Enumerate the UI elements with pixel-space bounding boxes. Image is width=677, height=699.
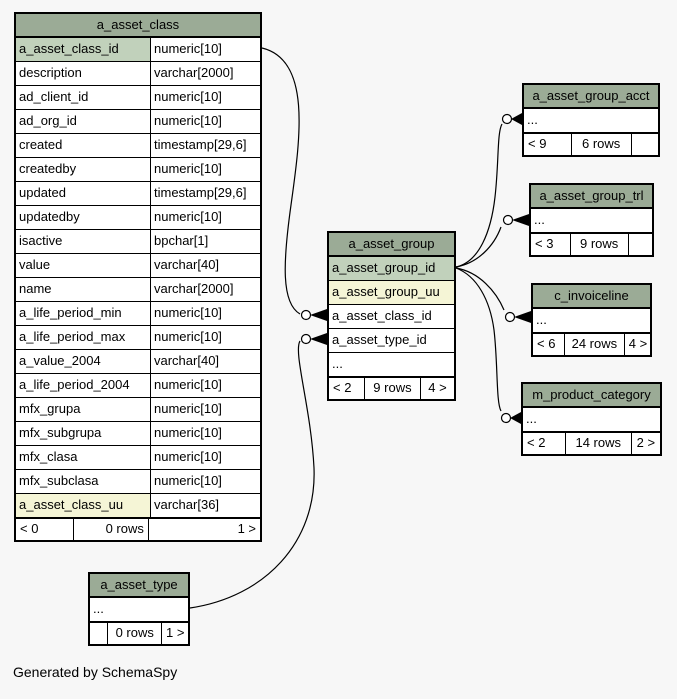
zero-cardinality-circle-icon xyxy=(502,414,511,423)
table-a_asset_class xyxy=(14,12,262,542)
table-a_asset_group_acct-row-more xyxy=(524,109,658,133)
row-count: 0 rows xyxy=(107,623,161,644)
table-a_asset_group_trl-header[interactable]: a_asset_group_trl xyxy=(531,185,652,209)
column-type: varchar[2000] xyxy=(150,278,260,301)
implied-children-count: 4 > xyxy=(420,378,454,399)
zero-cardinality-circle-icon xyxy=(302,311,311,320)
column-name: created xyxy=(19,137,63,152)
table-a_asset_class-row-ad_org_id xyxy=(16,110,260,134)
column-name: a_asset_class_uu xyxy=(16,494,150,517)
column-type: varchar[36] xyxy=(150,494,260,517)
crows-foot-icon xyxy=(510,412,521,424)
table-a_asset_class-row-a_life_period_max xyxy=(16,326,260,350)
table-a_asset_group-row-more xyxy=(329,353,454,377)
column-name: a_asset_group_id xyxy=(329,257,454,280)
table-a_asset_type-footer xyxy=(90,622,188,644)
table-a_asset_class-row-updated xyxy=(16,182,260,206)
row-count: 14 rows xyxy=(565,433,631,454)
table-c_invoiceline-footer xyxy=(533,333,650,355)
column-name: mfx_subgrupa xyxy=(19,425,102,440)
table-c_invoiceline-row-more xyxy=(533,309,650,333)
table-c_invoiceline-header[interactable]: c_invoiceline xyxy=(533,285,650,309)
crows-foot-icon xyxy=(310,333,327,345)
table-a_asset_group-header[interactable]: a_asset_group xyxy=(329,233,454,257)
table-a_asset_group-row-a_asset_group_uu xyxy=(329,281,454,305)
column-type: numeric[10] xyxy=(150,326,260,349)
implied-children-count xyxy=(631,134,658,155)
column-name: a_asset_type_id xyxy=(332,332,427,347)
relationship-line xyxy=(456,227,501,267)
table-a_asset_class-row-isactive xyxy=(16,230,260,254)
column-name: ... xyxy=(93,601,104,616)
table-a_asset_group_trl-footer xyxy=(531,233,652,255)
connector-a_asset_class.a_asset_class_id-to-a_asset_group.a_asset_class_id xyxy=(262,48,327,321)
implied-children-count: 1 > xyxy=(148,519,260,540)
table-a_asset_group_trl-row-more xyxy=(531,209,652,233)
zero-cardinality-circle-icon xyxy=(503,115,512,124)
column-name: description xyxy=(19,65,82,80)
table-a_asset_class-row-a_life_period_2004 xyxy=(16,374,260,398)
table-a_asset_class-row-value xyxy=(16,254,260,278)
table-m_product_category-row-more xyxy=(523,408,660,432)
column-name: a_life_period_2004 xyxy=(19,377,130,392)
table-m_product_category xyxy=(521,382,662,456)
implied-parents-count: < 9 xyxy=(528,136,547,151)
column-name: a_value_2004 xyxy=(19,353,101,368)
row-count: 0 rows xyxy=(73,519,148,540)
table-a_asset_group-footer xyxy=(329,377,454,399)
column-name: ... xyxy=(536,312,547,327)
column-type: numeric[10] xyxy=(150,302,260,325)
column-name: name xyxy=(19,281,52,296)
table-a_asset_class-row-updatedby xyxy=(16,206,260,230)
table-a_asset_class-row-a_life_period_min xyxy=(16,302,260,326)
row-count: 9 rows xyxy=(364,378,420,399)
zero-cardinality-circle-icon xyxy=(504,216,513,225)
column-type: numeric[10] xyxy=(150,158,260,181)
column-type: bpchar[1] xyxy=(150,230,260,253)
column-name: mfx_subclasa xyxy=(19,473,99,488)
implied-children-count: 2 > xyxy=(631,433,660,454)
crows-foot-icon xyxy=(512,214,529,226)
column-type: varchar[2000] xyxy=(150,62,260,85)
table-a_asset_class-row-mfx_clasa xyxy=(16,446,260,470)
crows-foot-icon xyxy=(511,113,522,125)
crows-foot-icon xyxy=(514,311,531,323)
column-name: ... xyxy=(527,112,538,127)
column-name: updated xyxy=(19,185,66,200)
column-name: mfx_clasa xyxy=(19,449,78,464)
table-a_asset_class-row-mfx_subgrupa xyxy=(16,422,260,446)
table-a_asset_class-footer xyxy=(16,518,260,540)
implied-parents-count: < 0 xyxy=(20,521,39,536)
implied-parents-count xyxy=(90,623,107,644)
column-type: numeric[10] xyxy=(150,446,260,469)
column-type: numeric[10] xyxy=(150,470,260,493)
table-a_asset_group_acct-header[interactable]: a_asset_group_acct xyxy=(524,85,658,109)
table-a_asset_group_acct xyxy=(522,83,660,157)
column-type: varchar[40] xyxy=(150,254,260,277)
table-a_asset_class-row-a_asset_class_uu xyxy=(16,494,260,518)
table-c_invoiceline xyxy=(531,283,652,357)
column-type: numeric[10] xyxy=(150,206,260,229)
column-type: timestamp[29,6] xyxy=(150,134,260,157)
connector-a_asset_group.a_asset_group_id-to-m_product_category xyxy=(456,268,521,424)
table-a_asset_class-row-mfx_grupa xyxy=(16,398,260,422)
table-a_asset_group-row-a_asset_class_id xyxy=(329,305,454,329)
table-a_asset_class-row-created xyxy=(16,134,260,158)
relationship-line xyxy=(262,48,300,314)
table-a_asset_type-row-more xyxy=(90,598,188,622)
table-a_asset_type xyxy=(88,572,190,646)
table-a_asset_class-row-name xyxy=(16,278,260,302)
column-name: ... xyxy=(534,212,545,227)
table-a_asset_class-row-description xyxy=(16,62,260,86)
relationship-line xyxy=(456,124,502,267)
crows-foot-icon xyxy=(310,309,327,321)
connector-a_asset_group.a_asset_group_id-to-a_asset_group_acct xyxy=(456,113,522,267)
column-type: numeric[10] xyxy=(150,38,260,61)
table-a_asset_class-row-a_value_2004 xyxy=(16,350,260,374)
column-name: isactive xyxy=(19,233,63,248)
column-name: value xyxy=(19,257,51,272)
table-a_asset_group xyxy=(327,231,456,401)
table-a_asset_class-row-createdby xyxy=(16,158,260,182)
table-a_asset_class-row-a_asset_class_id xyxy=(16,38,260,62)
table-a_asset_group-row-a_asset_type_id xyxy=(329,329,454,353)
implied-children-count: 4 > xyxy=(624,334,650,355)
implied-parents-count: < 3 xyxy=(535,236,554,251)
implied-parents-count: < 2 xyxy=(333,380,352,395)
column-name: ad_org_id xyxy=(19,113,77,128)
column-type: timestamp[29,6] xyxy=(150,182,260,205)
connector-a_asset_group.a_asset_group_id-to-a_asset_group_trl xyxy=(456,214,529,267)
column-name: a_asset_class_id xyxy=(332,308,432,323)
table-m_product_category-header[interactable]: m_product_category xyxy=(523,384,660,408)
column-type: numeric[10] xyxy=(150,110,260,133)
table-a_asset_type-header[interactable]: a_asset_type xyxy=(90,574,188,598)
column-type: varchar[40] xyxy=(150,350,260,373)
column-type: numeric[10] xyxy=(150,398,260,421)
column-type: numeric[10] xyxy=(150,422,260,445)
zero-cardinality-circle-icon xyxy=(302,335,311,344)
table-a_asset_class-row-ad_client_id xyxy=(16,86,260,110)
column-name: mfx_grupa xyxy=(19,401,81,416)
table-m_product_category-footer xyxy=(523,432,660,454)
table-a_asset_class-header[interactable]: a_asset_class xyxy=(16,14,260,38)
connector-a_asset_group.a_asset_group_id-to-c_invoiceline xyxy=(456,268,531,323)
column-name: updatedby xyxy=(19,209,80,224)
column-type: numeric[10] xyxy=(150,86,260,109)
table-a_asset_class-row-mfx_subclasa xyxy=(16,470,260,494)
column-name: a_life_period_min xyxy=(19,305,122,320)
implied-children-count: 1 > xyxy=(161,623,188,644)
column-name: a_asset_class_id xyxy=(16,38,150,61)
column-name: ... xyxy=(332,356,343,371)
table-a_asset_group-row-a_asset_group_id xyxy=(329,257,454,281)
table-a_asset_group_trl xyxy=(529,183,654,257)
row-count: 24 rows xyxy=(564,334,624,355)
column-name: ad_client_id xyxy=(19,89,89,104)
table-a_asset_group_acct-footer xyxy=(524,133,658,155)
implied-parents-count: < 6 xyxy=(537,336,556,351)
row-count: 9 rows xyxy=(570,234,628,255)
zero-cardinality-circle-icon xyxy=(506,313,515,322)
row-count: 6 rows xyxy=(571,134,631,155)
column-name: a_life_period_max xyxy=(19,329,126,344)
implied-children-count xyxy=(628,234,652,255)
relationship-line xyxy=(456,268,501,411)
column-name: ... xyxy=(526,411,537,426)
implied-parents-count: < 2 xyxy=(527,435,546,450)
column-name: a_asset_group_uu xyxy=(329,281,454,304)
column-type: numeric[10] xyxy=(150,374,260,397)
schemaspy-credit: Generated by SchemaSpy xyxy=(13,664,178,680)
column-name: createdby xyxy=(19,161,77,176)
